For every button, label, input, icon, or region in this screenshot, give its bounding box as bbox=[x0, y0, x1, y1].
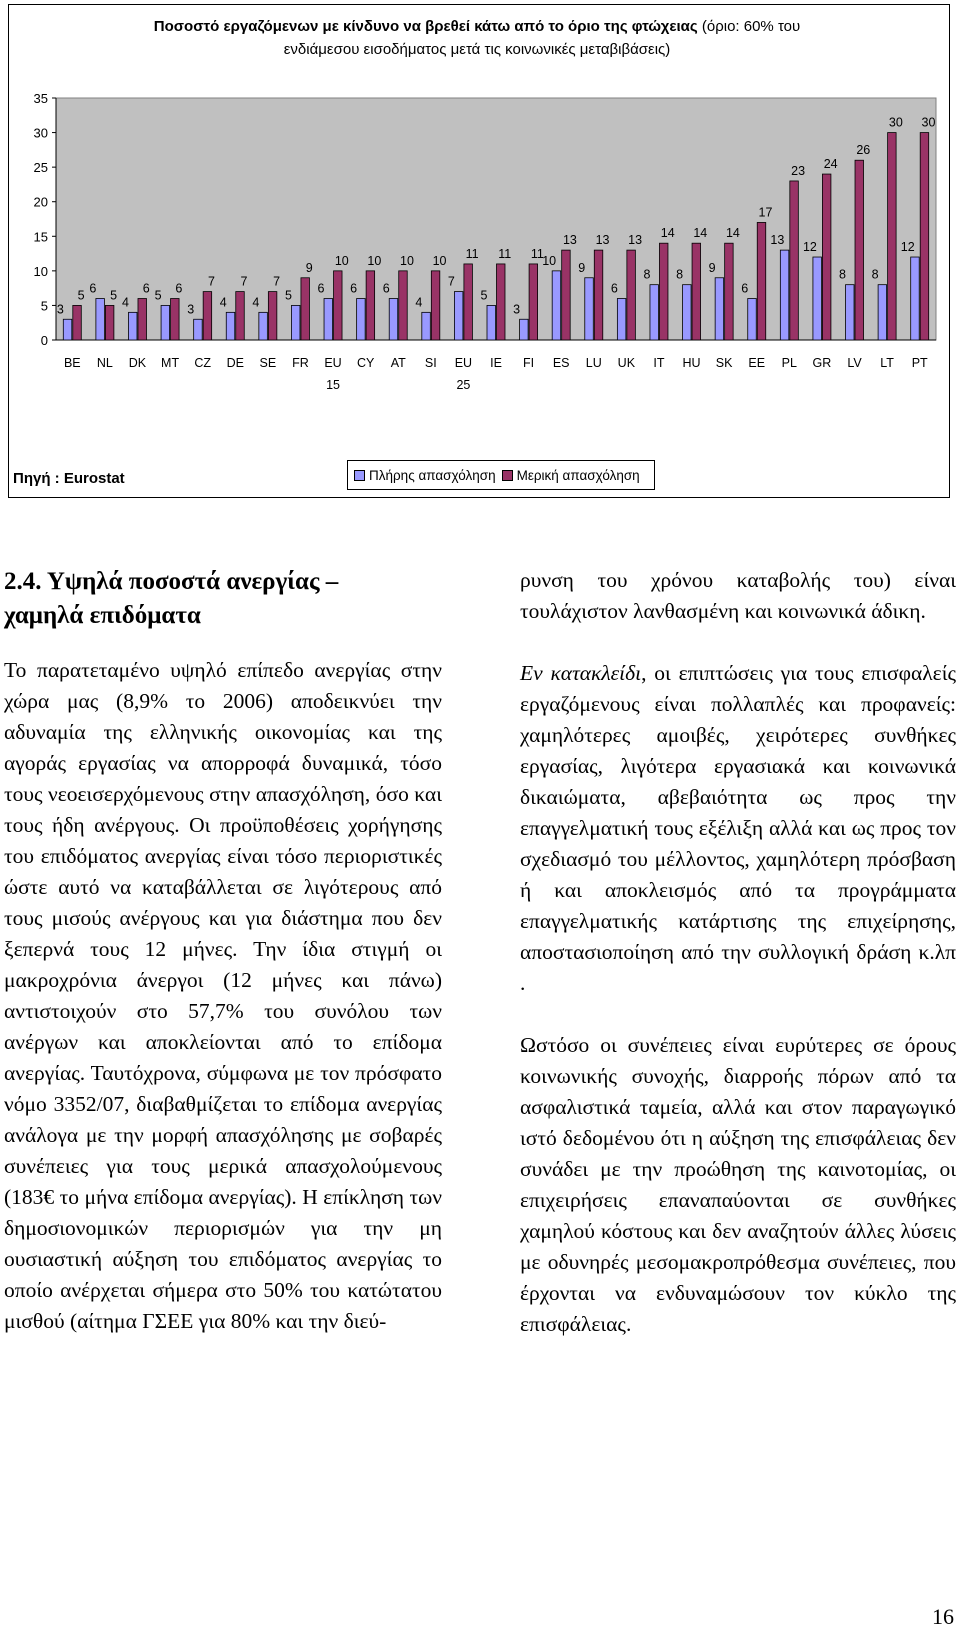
x-tick-label: IT bbox=[653, 356, 665, 370]
bar-part-time bbox=[659, 243, 668, 340]
y-tick-label: 10 bbox=[33, 263, 48, 279]
y-tick-label: 35 bbox=[33, 91, 48, 106]
right-paragraph-3: Ωστόσο οι συνέπειες είναι ευρύτερες σε όρους κοινωνικής συνοχής, διαρροής πόρων από τα ασφαλιστικά ταμεία, αλλά και στον παραγωγικό ιστό δεδομένου ότι η αύξηση της επισφάλειας δεν συνάδει με την προώθηση της καινοτομίας, οι επιχειρήσεις επαναπαύονται σε συνθήκες χαμηλού κόστους και δεν αναζητούν άλλες λύσεις με οδυνηρές μεσομακροπρόθεσμα συνέπειες, που έρχονται να ενδυναμώσουν τον κύκλο της επισφάλειας. bbox=[520, 1033, 956, 1336]
data-label-full-time: 6 bbox=[382, 281, 390, 296]
right-paragraph-2-italic: Εν κατακλείδι bbox=[520, 661, 642, 685]
bar-full-time bbox=[520, 319, 529, 340]
bar-full-time bbox=[715, 278, 724, 340]
data-label-part-time: 7 bbox=[273, 274, 281, 289]
bar-part-time bbox=[497, 264, 506, 340]
bar-full-time bbox=[422, 312, 431, 340]
data-label-full-time: 6 bbox=[610, 281, 618, 296]
data-label-part-time: 7 bbox=[207, 274, 215, 289]
data-label-full-time: 4 bbox=[122, 295, 129, 310]
bar-part-time bbox=[301, 278, 310, 340]
bar-part-time bbox=[464, 264, 473, 340]
data-label-full-time: 8 bbox=[676, 267, 684, 282]
bar-full-time bbox=[226, 312, 235, 340]
bar-part-time bbox=[594, 250, 603, 340]
right-paragraph-2-rest: , οι επιπτώσεις για τους επισφαλείς εργαζόμενους είναι πολλαπλές και προφανείς: χαμηλότερες αμοιβές, χειρότερες συνθήκες εργασίας, λιγότερα εργασιακά και κοινωνικά δικαιώματα, αβεβαιότητα ως προς την επαγγελματική τους εξέλιξη αλλά και ως προς τον σχεδιασμό του μέλλοντος, χαμηλότερη πρόσβαση ή και αποκλεισμός από τα προγράμματα επαγγελματικής κατάρτισης της επιχείρησης, αποστασιοποίηση από την συλλογική δράση κ.λπ . bbox=[520, 661, 957, 995]
bar-part-time bbox=[105, 305, 114, 340]
data-label-full-time: 13 bbox=[770, 233, 785, 248]
x-tick-label: LU bbox=[585, 356, 602, 370]
x-tick-label: AT bbox=[390, 356, 406, 370]
x-tick-label: MT bbox=[161, 356, 180, 370]
data-label-part-time: 26 bbox=[856, 143, 871, 158]
data-label-full-time: 7 bbox=[447, 274, 455, 289]
x-tick-label: EU bbox=[324, 356, 342, 370]
bar-part-time bbox=[138, 299, 147, 340]
chart-source: Πηγή : Eurostat bbox=[13, 470, 125, 487]
data-label-full-time: 5 bbox=[154, 288, 162, 303]
bar-part-time bbox=[171, 299, 180, 340]
bar-full-time bbox=[911, 257, 920, 340]
bar-part-time bbox=[334, 271, 343, 340]
x-tick-label: CY bbox=[356, 356, 375, 370]
data-label-part-time: 14 bbox=[660, 226, 675, 241]
y-tick-label: 25 bbox=[33, 160, 48, 176]
x-tick-label: UK bbox=[617, 356, 636, 370]
data-label-full-time: 12 bbox=[802, 240, 817, 255]
right-column bbox=[520, 565, 956, 1340]
bar-full-time bbox=[813, 257, 822, 340]
data-label-full-time: 6 bbox=[317, 281, 325, 296]
data-label-full-time: 9 bbox=[708, 260, 716, 275]
chart-svg bbox=[9, 5, 949, 497]
heading-line-1: 2.4. Υψηλά ποσοστά ανεργίας – bbox=[4, 568, 339, 595]
legend-swatch-full-time bbox=[354, 470, 365, 481]
data-label-full-time: 4 bbox=[219, 295, 227, 310]
bar-full-time bbox=[878, 285, 887, 340]
data-label-full-time: 3 bbox=[513, 302, 521, 317]
x-tick-label: CZ bbox=[194, 356, 212, 370]
x-tick-label: FI bbox=[523, 356, 535, 370]
data-label-full-time: 10 bbox=[542, 253, 557, 268]
data-label-full-time: 3 bbox=[187, 302, 195, 317]
x-tick-label: PL bbox=[781, 356, 797, 370]
data-label-part-time: 11 bbox=[530, 246, 544, 261]
data-label-part-time: 14 bbox=[693, 226, 708, 241]
data-label-part-time: 6 bbox=[142, 281, 150, 296]
bar-full-time bbox=[63, 319, 72, 340]
x-tick-label: SE bbox=[259, 356, 277, 370]
x-tick-label: EU bbox=[454, 356, 473, 370]
x-tick-label: NL bbox=[96, 356, 113, 370]
bar-full-time bbox=[357, 299, 366, 340]
page-number: 16 bbox=[932, 1604, 954, 1629]
bar-part-time bbox=[203, 292, 212, 340]
bar-full-time bbox=[780, 250, 789, 340]
bar-full-time bbox=[487, 305, 496, 340]
bar-full-time bbox=[683, 285, 692, 340]
heading-line-2: χαμηλά επιδόματα bbox=[4, 602, 201, 629]
chart-title-bold: Ποσοστό εργαζόμενων με κίνδυνο να βρεθεί κάτω από το όριο της φτώχειας bbox=[153, 18, 698, 35]
data-label-part-time: 10 bbox=[334, 253, 349, 268]
bar-part-time bbox=[790, 181, 799, 340]
bar-full-time bbox=[96, 299, 105, 340]
bar-full-time bbox=[291, 305, 300, 340]
bar-part-time bbox=[268, 292, 277, 340]
data-label-part-time: 24 bbox=[823, 157, 838, 172]
data-label-part-time: 11 bbox=[498, 246, 512, 261]
bar-part-time bbox=[431, 271, 440, 340]
left-paragraph: Το παρατεταμένο υψηλό επίπεδο ανεργίας στην χώρα μας (8,9% το 2006) αποδεικνύει την αδυναμία της ελληνικής οικονομίας και της αγοράς εργασίας να απορροφά δυναμικά, τόσο τους νεοεισερχόμενους στην απασχόληση, όσο και τους ήδη ανέργους. Οι προϋποθέσεις χορήγησης του επιδόματος ανεργίας είναι τόσο περιοριστικές ώστε αυτό να καταβάλλεται σε λιγότερους από τους μισούς ανέργους και για διάστημα που δεν ξεπερνά τους 12 μήνες. Την ίδια στιγμή οι μακροχρόνια άνεργοι (12 μήνες και πάνω) αντιστοιχούν στο 57,7% του συνόλου των ανέργων και αποκλείονται από το επίδομα ανεργίας. Ταυτόχρονα, σύμφωνα με τον πρόσφατο νόμο 3352/07, διαβαθμίζεται το επίδομα ανεργίας ανάλογα με την μορφή απασχόλησης με σοβαρές συνέπειες για τους μερικά απασχολούμενους (183€ το μήνα επίδομα ανεργίας). Η επίκληση των δημοσιονομικών περιορισμών για την μη ουσιαστική αύξηση του επιδόματος ανεργίας το οποίο ανέρχεται σήμερα στο 50% του κατώτατου μισθού (αίτημα ΓΣΕΕ για 80% και την διεύ- bbox=[4, 658, 442, 1333]
right-paragraph-2 bbox=[520, 658, 956, 999]
bar-full-time bbox=[324, 299, 333, 340]
section-heading bbox=[4, 565, 442, 633]
data-label-full-time: 5 bbox=[284, 288, 292, 303]
bar-part-time bbox=[725, 243, 734, 340]
data-label-part-time: 14 bbox=[725, 226, 740, 241]
data-label-part-time: 10 bbox=[367, 253, 382, 268]
legend-label-full-time: Πλήρης απασχόληση bbox=[369, 467, 496, 483]
data-label-part-time: 30 bbox=[921, 115, 936, 130]
data-label-part-time: 11 bbox=[465, 246, 479, 261]
data-label-full-time: 8 bbox=[871, 267, 879, 282]
data-label-part-time: 17 bbox=[758, 205, 773, 220]
bar-part-time bbox=[888, 133, 897, 340]
y-tick-label: 30 bbox=[33, 125, 48, 141]
x-tick-label: ES bbox=[552, 356, 570, 370]
chart-title-rest: (όριο: 60% του bbox=[697, 18, 801, 35]
x-tick-label: 25 bbox=[456, 378, 471, 392]
data-label-part-time: 7 bbox=[240, 274, 248, 289]
x-tick-label: DK bbox=[128, 356, 147, 370]
bar-part-time bbox=[236, 292, 245, 340]
bar-part-time bbox=[627, 250, 636, 340]
data-label-part-time: 5 bbox=[110, 288, 118, 303]
x-tick-label: HU bbox=[682, 356, 701, 370]
bar-full-time bbox=[194, 319, 203, 340]
x-tick-label: SK bbox=[715, 356, 733, 370]
bar-part-time bbox=[692, 243, 701, 340]
bar-full-time bbox=[128, 312, 137, 340]
data-label-part-time: 5 bbox=[77, 288, 85, 303]
bar-part-time bbox=[855, 160, 864, 340]
bar-full-time bbox=[650, 285, 659, 340]
x-tick-label: IE bbox=[490, 356, 502, 370]
data-label-full-time: 3 bbox=[56, 302, 64, 317]
data-label-full-time: 6 bbox=[89, 281, 97, 296]
bar-part-time bbox=[562, 250, 571, 340]
chart-figure bbox=[8, 4, 950, 498]
bar-full-time bbox=[259, 312, 268, 340]
y-tick-label: 5 bbox=[40, 298, 48, 314]
x-tick-label: 15 bbox=[326, 378, 340, 392]
bar-full-time bbox=[454, 292, 463, 340]
data-label-full-time: 6 bbox=[741, 281, 749, 296]
data-label-part-time: 30 bbox=[888, 115, 903, 130]
x-tick-label: PT bbox=[911, 356, 928, 370]
x-tick-label: LV bbox=[847, 356, 862, 370]
data-label-part-time: 13 bbox=[562, 233, 577, 248]
bar-full-time bbox=[617, 299, 626, 340]
bar-full-time bbox=[846, 285, 855, 340]
chart-legend bbox=[347, 460, 655, 490]
y-tick-label: 15 bbox=[33, 229, 48, 245]
chart-title-line2: ενδιάμεσου εισοδήματος μετά τις κοινωνικές μεταβιβάσεις) bbox=[283, 41, 671, 58]
data-label-full-time: 4 bbox=[252, 295, 260, 310]
bar-full-time bbox=[389, 299, 398, 340]
y-tick-label: 0 bbox=[40, 333, 48, 348]
data-label-part-time: 9 bbox=[305, 260, 313, 275]
legend-label-part-time: Μερική απασχόληση bbox=[516, 467, 640, 483]
y-tick-label: 20 bbox=[33, 194, 48, 210]
bar-part-time bbox=[399, 271, 408, 340]
data-label-full-time: 12 bbox=[900, 240, 915, 255]
data-label-part-time: 23 bbox=[791, 163, 806, 178]
data-label-part-time: 6 bbox=[175, 281, 183, 296]
data-label-full-time: 6 bbox=[350, 281, 358, 296]
x-tick-label: DE bbox=[226, 356, 244, 370]
data-label-full-time: 9 bbox=[578, 260, 586, 275]
bar-full-time bbox=[585, 278, 594, 340]
bar-part-time bbox=[73, 305, 82, 340]
data-label-full-time: 8 bbox=[839, 267, 846, 282]
bar-part-time bbox=[920, 133, 929, 340]
legend-item-part-time bbox=[502, 468, 640, 483]
x-tick-label: GR bbox=[812, 356, 832, 370]
data-label-part-time: 13 bbox=[628, 233, 643, 248]
data-label-full-time: 8 bbox=[643, 267, 651, 282]
bar-part-time bbox=[529, 264, 538, 340]
x-tick-label: EE bbox=[748, 356, 766, 370]
data-label-part-time: 10 bbox=[400, 253, 414, 268]
data-label-full-time: 5 bbox=[480, 288, 488, 303]
bar-part-time bbox=[757, 222, 766, 340]
legend-swatch-part-time bbox=[502, 470, 513, 481]
x-tick-label: FR bbox=[292, 356, 309, 370]
bar-full-time bbox=[748, 299, 757, 340]
x-tick-label: LT bbox=[880, 356, 894, 370]
data-label-part-time: 10 bbox=[432, 253, 447, 268]
x-tick-label: BE bbox=[63, 356, 81, 370]
data-label-full-time: 4 bbox=[415, 295, 423, 310]
data-label-part-time: 13 bbox=[595, 233, 610, 248]
left-column bbox=[4, 565, 442, 1337]
bar-full-time bbox=[161, 305, 170, 340]
bar-part-time bbox=[822, 174, 831, 340]
legend-item-full-time bbox=[354, 468, 496, 483]
right-paragraph-1: ρυνση του χρόνου καταβολής του) είναι τουλάχιστον λανθασμένη και κοινωνικά άδικη. bbox=[520, 568, 956, 623]
bar-full-time bbox=[552, 271, 561, 340]
bar-part-time bbox=[366, 271, 375, 340]
x-tick-label: SI bbox=[424, 356, 437, 370]
